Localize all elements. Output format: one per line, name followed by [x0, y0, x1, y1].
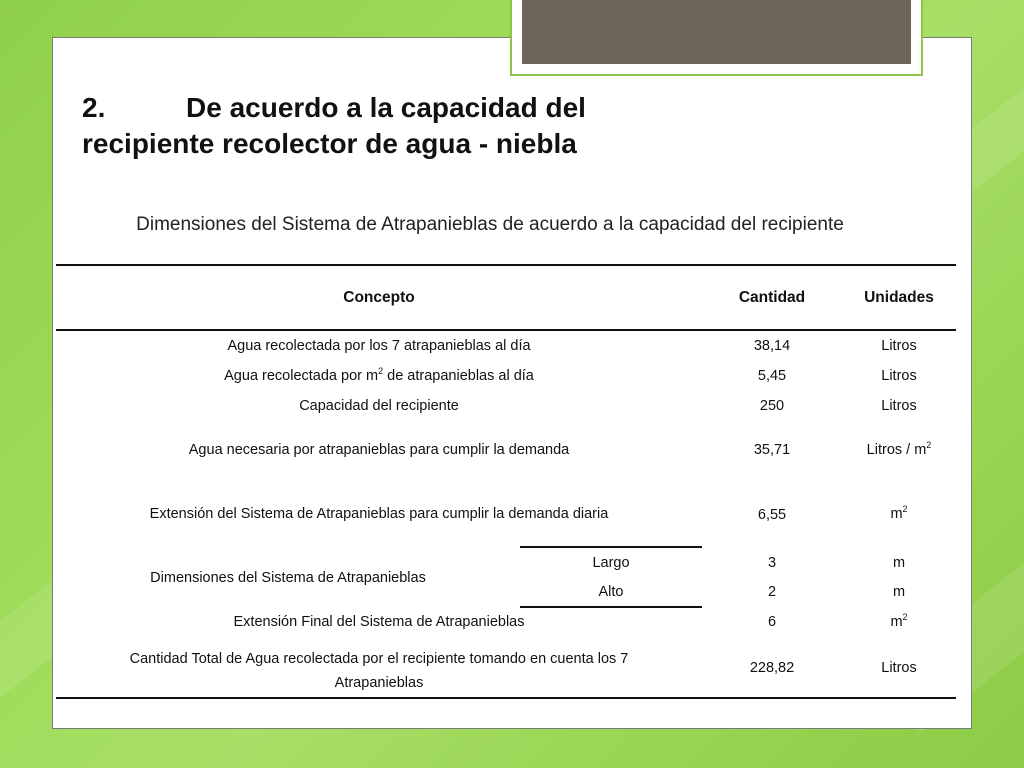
row-7-concepto: Extensión Final del Sistema de Atrapanieblas: [233, 614, 525, 630]
row-2-cantidad: 5,45: [757, 368, 787, 384]
subtable-top-rule: [520, 546, 702, 548]
row-8-unidades: Litros: [881, 660, 917, 676]
header-concepto: Concepto: [343, 289, 415, 306]
table-top-rule: [56, 264, 956, 266]
photo-frame: [510, 0, 923, 76]
row-4-concepto: Agua necesaria por atrapanieblas para cumplir la demanda: [188, 442, 570, 458]
row-6-sub-alto-label: Alto: [598, 584, 624, 600]
row-2-concepto: Agua recolectada por $m^2$ de atrapanieblas al día: [224, 366, 534, 384]
table-bottom-rule: [56, 697, 956, 699]
row-6-sub-largo-cantidad: 3: [767, 555, 777, 571]
table-header-rule: [56, 329, 956, 331]
title-number: 2.: [82, 92, 106, 123]
row-5-unidades: $m^2$: [890, 504, 908, 522]
title-line2: recipiente recolector de agua - niebla: [82, 128, 577, 159]
slide-title: [82, 90, 722, 162]
row-6-concepto: Dimensiones del Sistema de Atrapanieblas: [150, 570, 426, 586]
row-6-sub-largo-unidades: m: [892, 555, 906, 571]
row-6-sub-alto-cantidad: 2: [767, 584, 777, 600]
row-5-cantidad: 6,55: [757, 507, 787, 523]
row-3-cantidad: 250: [759, 398, 785, 414]
row-6-sub-largo-label: Largo: [592, 555, 630, 571]
header-unidades: Unidades: [864, 289, 934, 306]
row-1-unidades: Litros: [881, 338, 917, 354]
row-4-cantidad: 35,71: [753, 442, 791, 458]
table-caption: Dimensiones del Sistema de Atrapanieblas de acuerdo a la capacidad del recipiente: [136, 214, 844, 235]
row-3-unidades: Litros: [881, 398, 917, 414]
header-cantidad: Cantidad: [738, 289, 806, 306]
row-6-sub-alto-unidades: m: [892, 584, 906, 600]
row-1-concepto: Agua recolectada por los 7 atrapanieblas al día: [227, 338, 531, 354]
row-3-concepto: Capacidad del recipiente: [299, 398, 459, 414]
row-8-cantidad: 228,82: [749, 660, 795, 676]
row-5-concepto: Extensión del Sistema de Atrapanieblas para cumplir la demanda diaria: [149, 506, 609, 522]
title-line1: De acuerdo a la capacidad del: [186, 92, 586, 123]
row-7-cantidad: 6: [767, 614, 777, 630]
row-1-cantidad: 38,14: [753, 338, 791, 354]
subtable-bottom-rule: [520, 606, 702, 608]
photo-image: [522, 0, 911, 64]
row-7-unidades: $m^2$: [890, 612, 908, 630]
row-4-unidades: Litros / $m^2$: [866, 440, 932, 458]
row-2-unidades: Litros: [881, 368, 917, 384]
row-8-concepto: Cantidad Total de Agua recolectada por el recipiente tomando en cuenta los 7 Atrapanieblas: [129, 651, 629, 691]
